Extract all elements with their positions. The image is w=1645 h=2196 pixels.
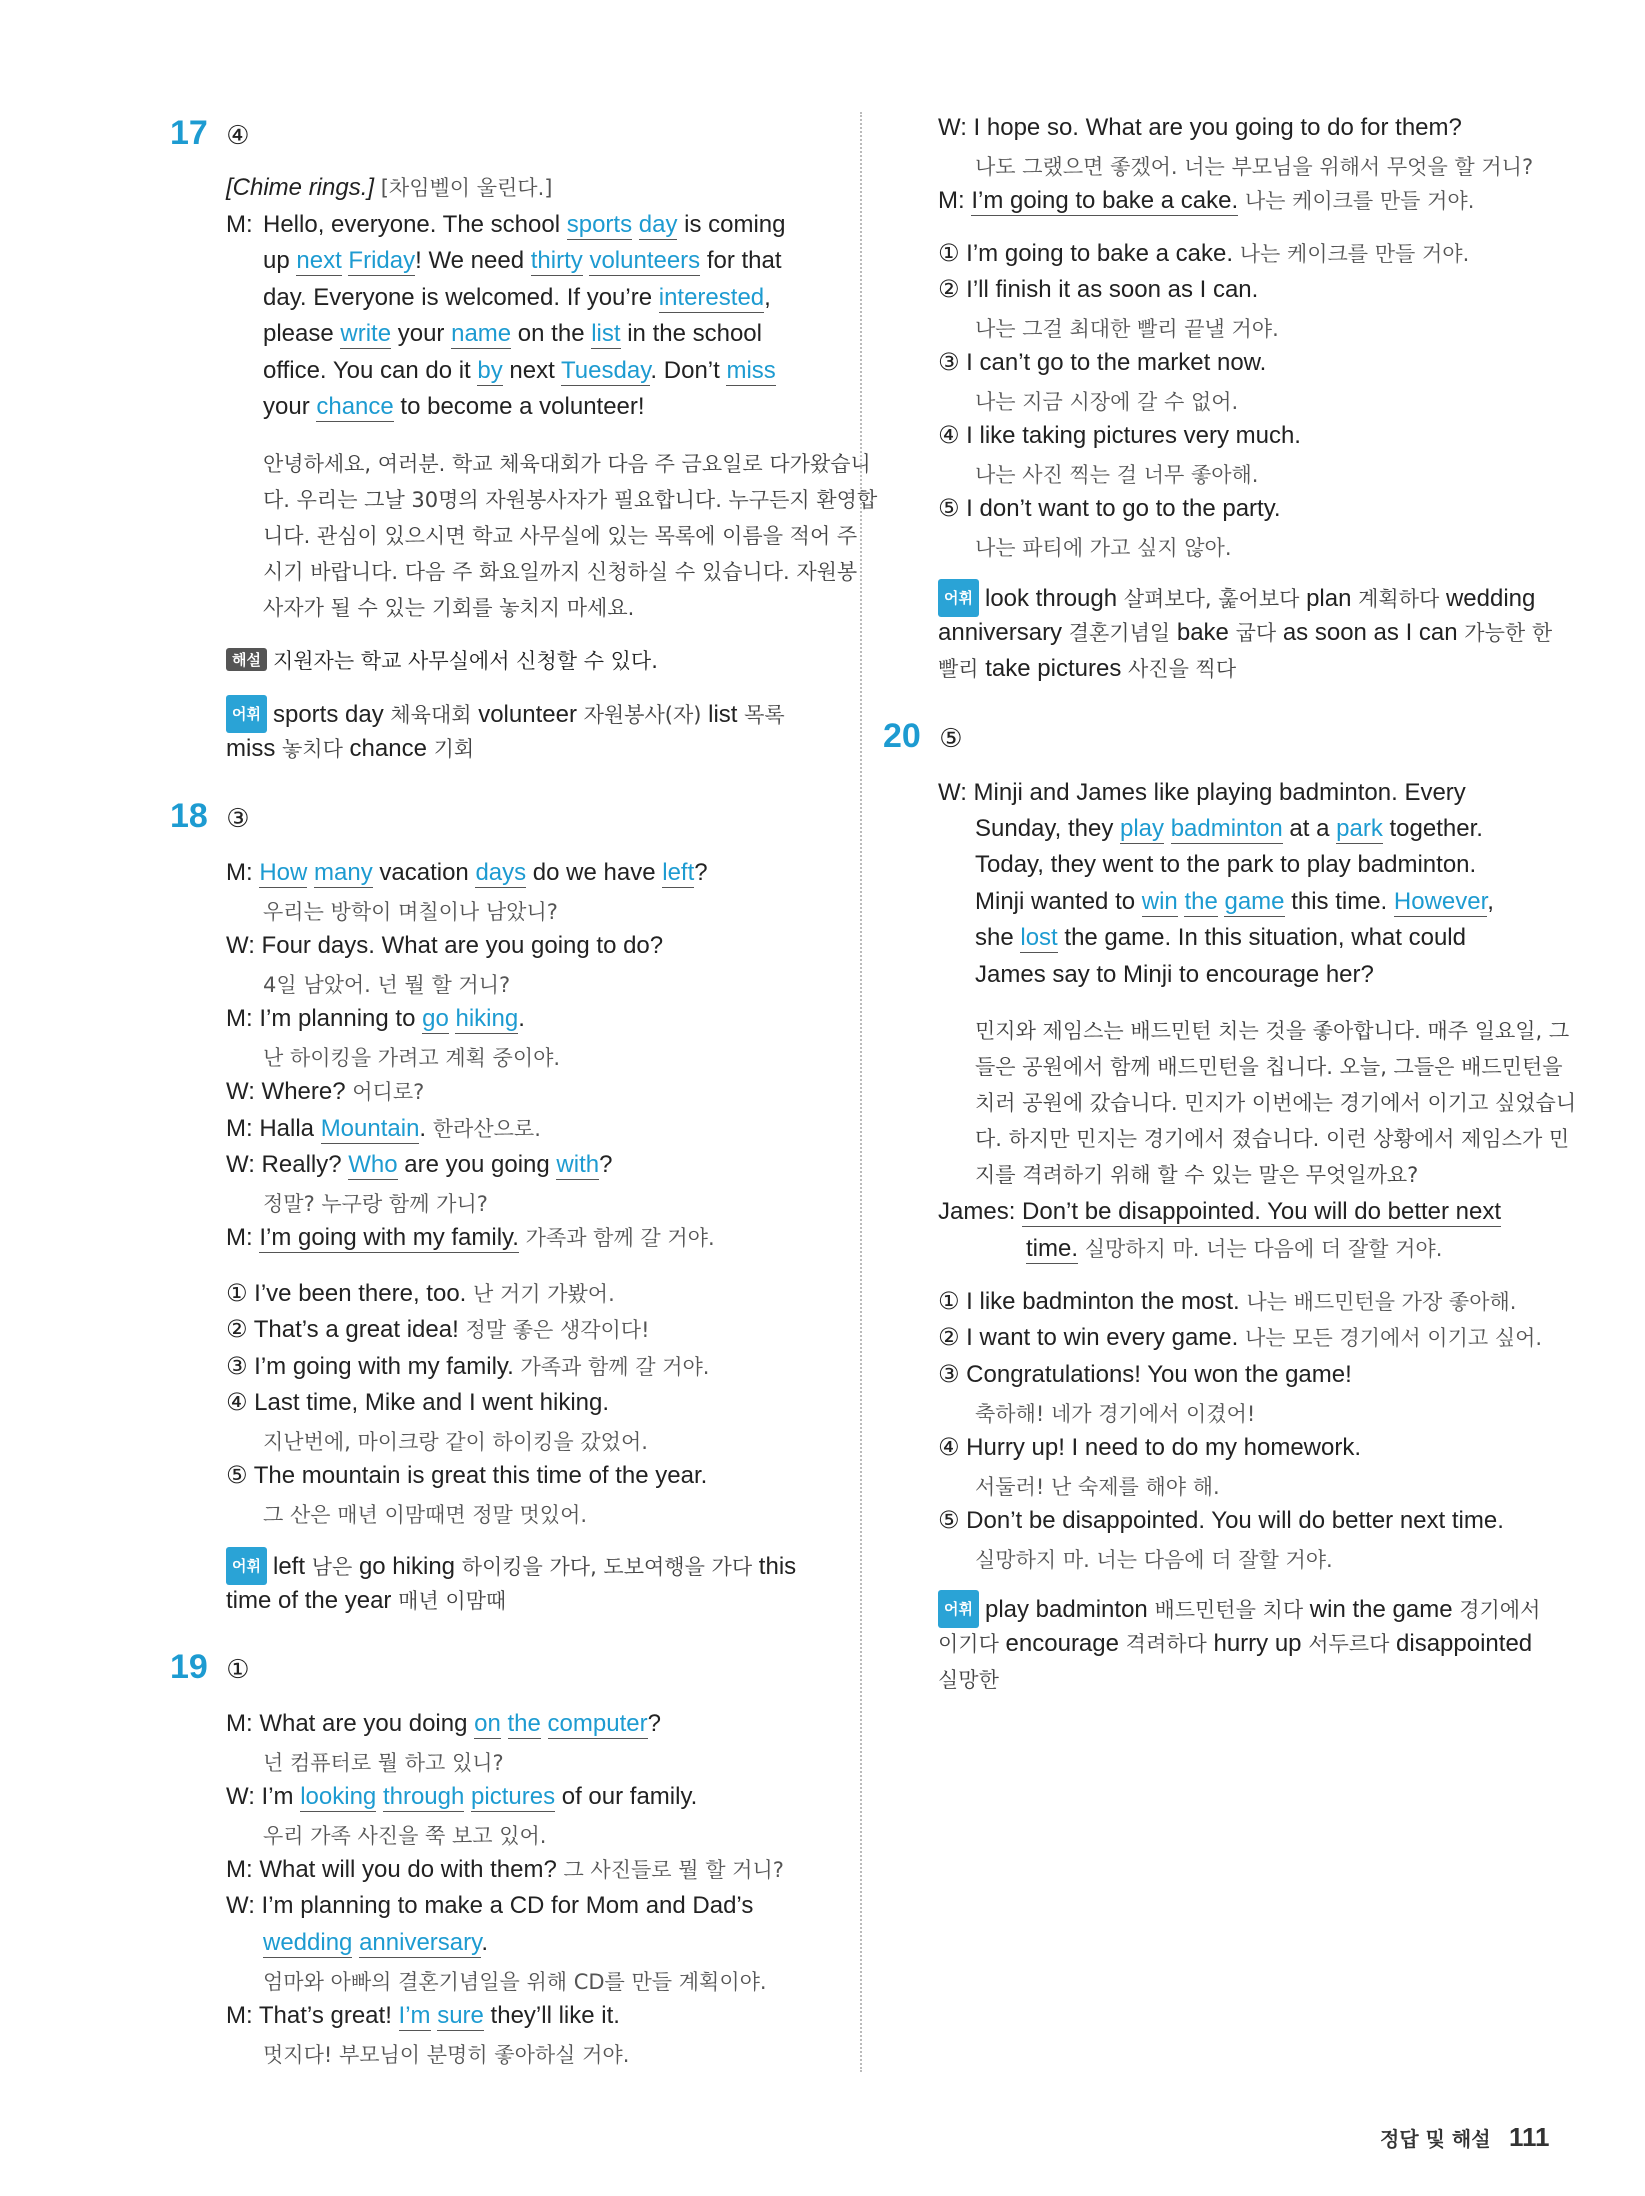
explanation-badge: 해설 [226, 648, 267, 671]
question-number: 17 [170, 114, 208, 152]
dialogue-line-1: M: How many vacation days do we have left? [226, 859, 708, 886]
option-2: ② I want to win every game. 나는 모든 경기에서 이기고 싶어. [938, 1324, 1543, 1351]
question-17-header [170, 114, 250, 153]
vocab-line-2: time of the year 매년 이맘때 [226, 1587, 507, 1614]
option-4-translation: 지난번에, 마이크랑 같이 하이킹을 갔었어. [263, 1430, 648, 1454]
vocab-line-1: 어휘 play badminton 배드민턴을 치다 win the game 경기에서 [938, 1590, 1540, 1628]
script-line-5: office. You can do it by next Tuesday. Don’t miss [263, 357, 776, 384]
translation-line-3: 니다. 관심이 있으시면 학교 사무실에 있는 목록에 이름을 적어 주 [263, 524, 858, 548]
option-2-translation: 나는 그걸 최대한 빨리 끝낼 거야. [975, 317, 1279, 341]
option-3: ③ Congratulations! You won the game! [938, 1361, 1352, 1388]
answer-choice: ① [226, 1654, 250, 1684]
option-5: ⑤ Don’t be disappointed. You will do better next time. [938, 1507, 1504, 1534]
vocab-line-1: 어휘 left 남은 go hiking 하이킹을 가다, 도보여행을 가다 this [226, 1547, 796, 1585]
stage-direction-ko: [차임벨이 울린다.] [380, 176, 553, 200]
translation-line-1: 민지와 제임스는 배드민턴 치는 것을 좋아합니다. 매주 일요일, 그 [975, 1019, 1570, 1043]
dialogue-line-2: W: I’m looking through pictures of our family. [226, 1783, 698, 1810]
script-line-3: day. Everyone is welcomed. If you’re interested, [263, 284, 771, 311]
translation-line-1: 안녕하세요, 여러분. 학교 체육대회가 다음 주 금요일로 다가왔습니 [263, 452, 871, 476]
option-5-translation: 나는 파티에 가고 싶지 않아. [975, 536, 1232, 560]
script-line-3: Today, they went to the park to play badminton. [975, 851, 1477, 878]
vocab-line-3: 실망한 [938, 1668, 999, 1692]
vocab-line-2: anniversary 결혼기념일 bake 굽다 as soon as I can 가능한 한 [938, 619, 1553, 646]
option-3: ③ I can’t go to the market now. [938, 349, 1267, 376]
option-4-translation: 서둘러! 난 숙제를 해야 해. [975, 1475, 1220, 1499]
question-number: 19 [170, 1648, 208, 1686]
script-line-1: Hello, everyone. The school sports day is coming [263, 211, 786, 238]
footer-label: 정답 및 해설 [1380, 2127, 1491, 2151]
dialogue-line-7: M: I’m going to bake a cake. 나는 케이크를 만들 거야. [938, 187, 1475, 214]
script-line-6: your chance to become a volunteer! [263, 393, 645, 420]
option-2: ② That’s a great idea! 정말 좋은 생각이다! [226, 1316, 650, 1343]
script-line-4: Minji wanted to win the game this time. However, [975, 888, 1494, 915]
option-3-translation: 축하해! 네가 경기에서 이겼어! [975, 1402, 1256, 1426]
dialogue-line-3: M: I’m planning to go hiking. [226, 1005, 525, 1032]
question-20-header [883, 717, 963, 756]
script-speaker: M: [226, 211, 253, 238]
dialogue-line-5: M: That’s great! I’m sure they’ll like it. [226, 2002, 620, 2029]
dialogue-translation-6: 나도 그랬으면 좋겠어. 너는 부모님을 위해서 무엇을 할 거니? [975, 155, 1534, 179]
page-footer [1380, 2122, 1550, 2153]
option-1: ① I’ve been there, too. 난 거기 가봤어. [226, 1280, 615, 1307]
translation-line-2: 들은 공원에서 함께 배드민턴을 칩니다. 오늘, 그들은 배드민턴을 [975, 1055, 1563, 1079]
answer-choice: ④ [226, 120, 250, 150]
vocab-badge: 어휘 [226, 1547, 267, 1585]
answer-choice: ⑤ [939, 723, 963, 753]
stage-direction-en: [Chime rings.] [226, 174, 375, 201]
dialogue-line-5: M: Halla Mountain. 한라산으로. [226, 1115, 541, 1142]
dialogue-translation-2: 4일 남았어. 넌 뭘 할 거니? [263, 973, 511, 997]
translation-line-3: 치러 공원에 갔습니다. 민지가 이번에는 경기에서 이기고 싶었습니 [975, 1091, 1577, 1115]
option-4: ④ Last time, Mike and I went hiking. [226, 1389, 610, 1416]
dialogue-translation-1: 우리는 방학이 며칠이나 남았니? [263, 900, 558, 924]
explanation: 해설 지원자는 학교 사무실에서 신청할 수 있다. [226, 645, 658, 675]
answer-line-1: James: Don’t be disappointed. You will do better next [938, 1198, 1502, 1225]
question-number: 20 [883, 717, 921, 755]
question-19-header [170, 1648, 250, 1687]
script-line-2: Sunday, they play badminton at a park together. [975, 815, 1483, 842]
option-4: ④ Hurry up! I need to do my homework. [938, 1434, 1362, 1461]
option-2: ② I’ll finish it as soon as I can. [938, 276, 1259, 303]
script-line-5: she lost the game. In this situation, what could [975, 924, 1466, 951]
option-5: ⑤ The mountain is great this time of the year. [226, 1462, 708, 1489]
dialogue-line-3: M: What will you do with them? 그 사진들로 뭘 할 거니? [226, 1856, 784, 1883]
answer-choice: ③ [226, 803, 250, 833]
translation-line-4: 시기 바랍니다. 다음 주 화요일까지 신청하실 수 있습니다. 자원봉 [263, 560, 858, 584]
vocab-badge: 어휘 [938, 579, 979, 617]
vocab-line-1: 어휘 look through 살펴보다, 훑어보다 plan 계획하다 wedding [938, 579, 1535, 617]
stage-direction [226, 170, 552, 206]
dialogue-line-2: W: Four days. What are you going to do? [226, 932, 664, 959]
dialogue-translation-4: 엄마와 아빠의 결혼기념일을 위해 CD를 만들 계획이야. [263, 1970, 767, 1994]
column-divider [860, 112, 862, 2072]
vocab-line-1: 어휘 sports day 체육대회 volunteer 자원봉사(자) list 목록 [226, 695, 785, 733]
option-5-translation: 그 산은 매년 이맘때면 정말 멋있어. [263, 1503, 588, 1527]
vocab-badge: 어휘 [938, 1590, 979, 1628]
vocab-line-2: miss 놓치다 chance 기회 [226, 735, 475, 762]
translation-line-2: 다. 우리는 그날 30명의 자원봉사자가 필요합니다. 누구든지 환영합 [263, 488, 878, 512]
script-line-2: up next Friday! We need thirty volunteers for that [263, 247, 782, 274]
dialogue-line-4: W: I’m planning to make a CD for Mom and Dad’s [226, 1892, 754, 1919]
dialogue-line-4-cont: wedding anniversary. [263, 1929, 489, 1956]
dialogue-translation-6: 정말? 누구랑 함께 가니? [263, 1192, 488, 1216]
option-1: ① I like badminton the most. 나는 배드민턴을 가장 좋아해. [938, 1288, 1517, 1315]
option-4: ④ I like taking pictures very much. [938, 422, 1301, 449]
dialogue-line-1: M: What are you doing on the computer? [226, 1710, 661, 1737]
translation-line-4: 다. 하지만 민지는 경기에서 졌습니다. 이런 상황에서 제임스가 민 [975, 1127, 1570, 1151]
script-line-6: James say to Minji to encourage her? [975, 961, 1374, 988]
vocab-line-2: 이기다 encourage 격려하다 hurry up 서두르다 disappointed [938, 1630, 1533, 1657]
vocab-badge: 어휘 [226, 695, 267, 733]
option-5-translation: 실망하지 마. 너는 다음에 더 잘할 거야. [975, 1548, 1333, 1572]
vocab-line-3: 빨리 take pictures 사진을 찍다 [938, 655, 1237, 682]
dialogue-translation-5: 멋지다! 부모님이 분명히 좋아하실 거야. [263, 2043, 630, 2067]
option-5: ⑤ I don’t want to go to the party. [938, 495, 1281, 522]
option-3-translation: 나는 지금 시장에 갈 수 없어. [975, 390, 1239, 414]
dialogue-line-4: W: Where? 어디로? [226, 1078, 425, 1105]
answer-line-2: time. 실망하지 마. 너는 다음에 더 잘할 거야. [1026, 1235, 1443, 1262]
translation-line-5: 지를 격려하기 위해 할 수 있는 말은 무엇일까요? [975, 1163, 1419, 1187]
option-4-translation: 나는 사진 찍는 걸 너무 좋아해. [975, 463, 1259, 487]
question-number: 18 [170, 797, 208, 835]
script-line-4: please write your name on the list in the school [263, 320, 762, 347]
dialogue-line-6: W: Really? Who are you going with? [226, 1151, 613, 1178]
dialogue-translation-3: 난 하이킹을 가려고 계획 중이야. [263, 1046, 561, 1070]
dialogue-translation-1: 넌 컴퓨터로 뭘 하고 있니? [263, 1751, 504, 1775]
option-1: ① I’m going to bake a cake. 나는 케이크를 만들 거야. [938, 240, 1470, 267]
dialogue-line-7: M: I’m going with my family. 가족과 함께 갈 거야. [226, 1224, 715, 1251]
option-3: ③ I’m going with my family. 가족과 함께 갈 거야. [226, 1353, 710, 1380]
dialogue-translation-2: 우리 가족 사진을 쭉 보고 있어. [263, 1824, 547, 1848]
script-line-1: W: Minji and James like playing badminton. Every [938, 779, 1466, 806]
page-number: 111 [1508, 2122, 1550, 2152]
dialogue-line-6: W: I hope so. What are you going to do for them? [938, 114, 1462, 141]
translation-line-5: 사자가 될 수 있는 기회를 놓치지 마세요. [263, 596, 635, 620]
question-18-header [170, 797, 250, 836]
